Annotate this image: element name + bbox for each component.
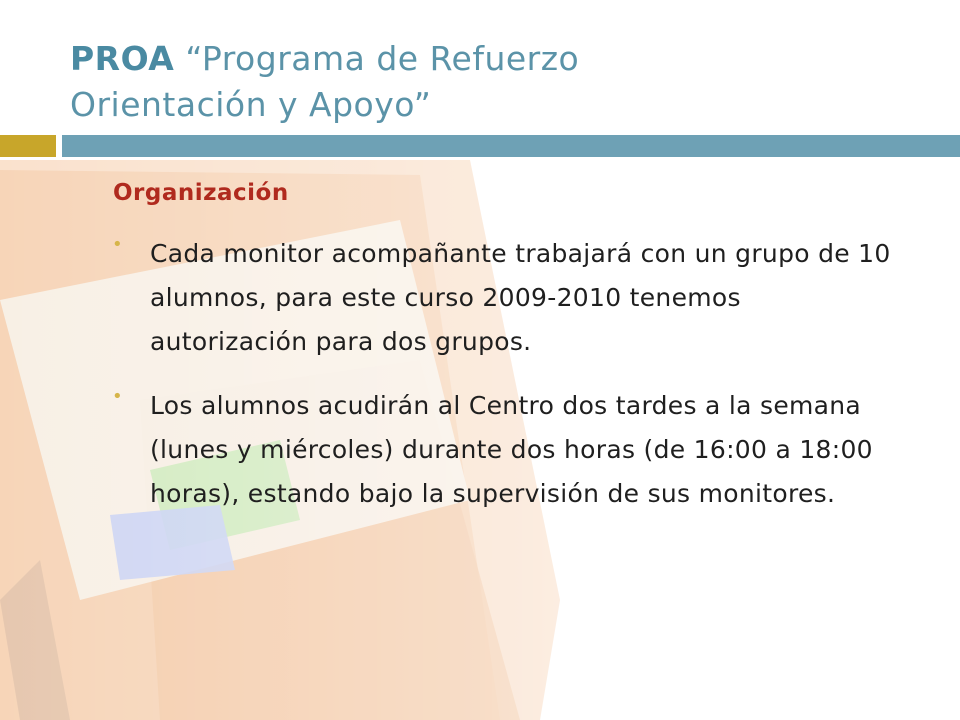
bullet-text: Cada monitor acompañante trabajará con un grupo de 10 alumnos, para este curso 2009-2010 tenemos autorización para dos grupos. — [150, 239, 891, 356]
title-underline-gold-bar — [0, 135, 56, 157]
bullet-list — [112, 232, 902, 536]
bullet-dot-icon: • — [112, 234, 123, 255]
bullet-item — [112, 384, 902, 516]
bullet-item — [112, 232, 902, 364]
title-line-1: “Programa de Refuerzo — [185, 39, 580, 78]
title-line-2: Orientación y Apoyo” — [70, 85, 432, 124]
slide-title — [70, 36, 930, 128]
title-underline-blue-bar — [62, 135, 960, 157]
section-heading: Organización — [113, 180, 289, 206]
title-acronym: PROA — [70, 39, 175, 78]
bullet-dot-icon: • — [112, 386, 123, 407]
bullet-text: Los alumnos acudirán al Centro dos tardes a la semana (lunes y miércoles) durante dos horas (de 16:00 a 18:00 horas), estando bajo la supervisión de sus monitores. — [150, 391, 873, 508]
